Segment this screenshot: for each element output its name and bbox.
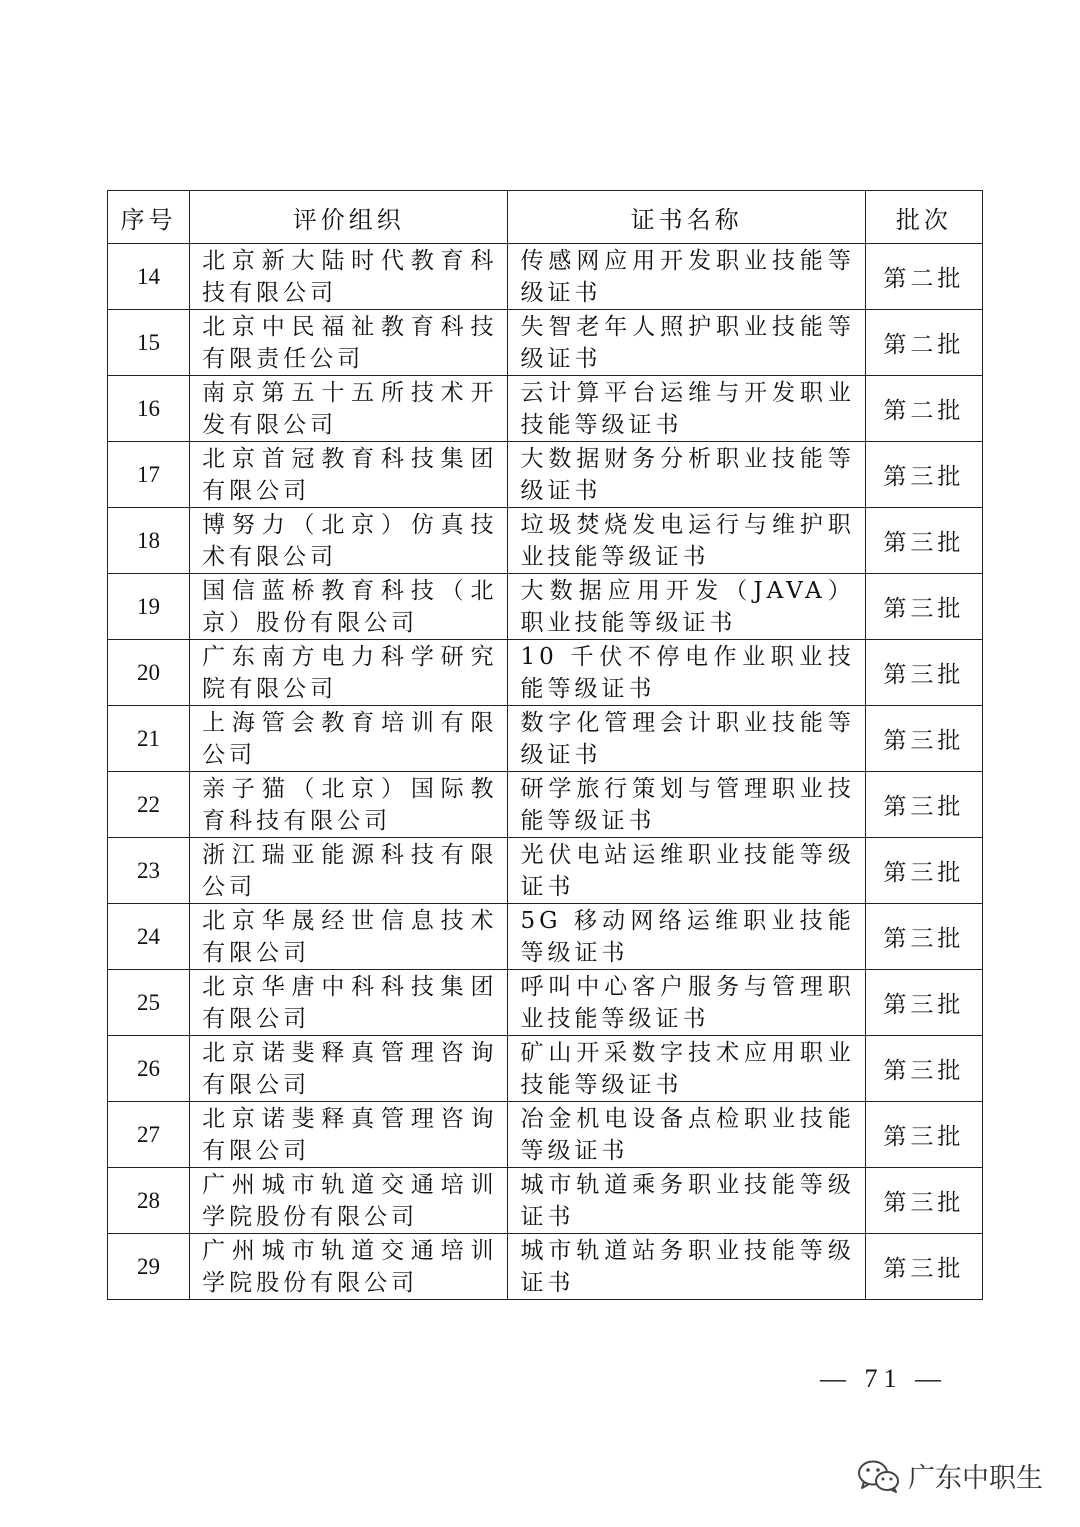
row-certificate: 垃圾焚烧发电运行与维护职业技能等级证书 xyxy=(508,508,865,574)
table-row xyxy=(108,574,983,640)
row-number: 15 xyxy=(108,310,190,376)
table-row xyxy=(108,1234,983,1300)
page-number: — 71 — xyxy=(820,1364,947,1393)
row-number: 29 xyxy=(108,1234,190,1300)
row-batch: 第三批 xyxy=(865,574,982,640)
row-certificate: 传感网应用开发职业技能等级证书 xyxy=(508,244,865,310)
table-row xyxy=(108,706,983,772)
row-batch: 第二批 xyxy=(865,376,982,442)
row-organization: 博努力（北京）仿真技术有限公司 xyxy=(190,508,508,574)
row-number: 16 xyxy=(108,376,190,442)
watermark-text: 广东中职生 xyxy=(908,1463,1043,1494)
table-row xyxy=(108,508,983,574)
row-organization: 国信蓝桥教育科技（北京）股份有限公司 xyxy=(190,574,508,640)
wechat-icon xyxy=(856,1458,902,1494)
table-row xyxy=(108,244,983,310)
row-batch: 第三批 xyxy=(865,1102,982,1168)
row-organization: 广州城市轨道交通培训学院股份有限公司 xyxy=(190,1234,508,1300)
row-batch: 第三批 xyxy=(865,640,982,706)
row-batch: 第三批 xyxy=(865,442,982,508)
row-certificate: 冶金机电设备点检职业技能等级证书 xyxy=(508,1102,865,1168)
row-certificate: 云计算平台运维与开发职业技能等级证书 xyxy=(508,376,865,442)
table-row xyxy=(108,838,983,904)
row-batch: 第三批 xyxy=(865,838,982,904)
row-organization: 广东南方电力科学研究院有限公司 xyxy=(190,640,508,706)
row-batch: 第三批 xyxy=(865,508,982,574)
row-organization: 上海管会教育培训有限公司 xyxy=(190,706,508,772)
row-certificate: 研学旅行策划与管理职业技能等级证书 xyxy=(508,772,865,838)
row-number: 18 xyxy=(108,508,190,574)
row-number: 23 xyxy=(108,838,190,904)
table-row xyxy=(108,970,983,1036)
header-organization: 评价组织 xyxy=(190,191,508,244)
row-batch: 第二批 xyxy=(865,244,982,310)
table-row xyxy=(108,1168,983,1234)
row-number: 21 xyxy=(108,706,190,772)
row-certificate: 大数据财务分析职业技能等级证书 xyxy=(508,442,865,508)
row-number: 26 xyxy=(108,1036,190,1102)
row-organization: 北京中民福祉教育科技有限责任公司 xyxy=(190,310,508,376)
row-number: 17 xyxy=(108,442,190,508)
row-batch: 第三批 xyxy=(865,772,982,838)
row-number: 22 xyxy=(108,772,190,838)
row-organization: 广州城市轨道交通培训学院股份有限公司 xyxy=(190,1168,508,1234)
row-certificate: 光伏电站运维职业技能等级证书 xyxy=(508,838,865,904)
table-header-row xyxy=(108,191,983,244)
row-organization: 北京新大陆时代教育科技有限公司 xyxy=(190,244,508,310)
row-batch: 第二批 xyxy=(865,310,982,376)
row-number: 14 xyxy=(108,244,190,310)
header-batch: 批次 xyxy=(865,191,982,244)
table-row xyxy=(108,376,983,442)
row-certificate: 大数据应用开发（JAVA）职业技能等级证书 xyxy=(508,574,865,640)
row-organization: 亲子猫（北京）国际教育科技有限公司 xyxy=(190,772,508,838)
row-certificate: 城市轨道乘务职业技能等级证书 xyxy=(508,1168,865,1234)
row-certificate: 失智老年人照护职业技能等级证书 xyxy=(508,310,865,376)
row-certificate: 5G 移动网络运维职业技能等级证书 xyxy=(508,904,865,970)
row-batch: 第三批 xyxy=(865,904,982,970)
table-row xyxy=(108,1036,983,1102)
row-organization: 南京第五十五所技术开发有限公司 xyxy=(190,376,508,442)
row-batch: 第三批 xyxy=(865,1168,982,1234)
table-row xyxy=(108,310,983,376)
table-row xyxy=(108,772,983,838)
row-batch: 第三批 xyxy=(865,706,982,772)
header-number: 序号 xyxy=(108,191,190,244)
row-batch: 第三批 xyxy=(865,1036,982,1102)
table-row xyxy=(108,442,983,508)
row-organization: 浙江瑞亚能源科技有限公司 xyxy=(190,838,508,904)
certificate-table xyxy=(107,190,983,1300)
row-organization: 北京诺斐释真管理咨询有限公司 xyxy=(190,1036,508,1102)
row-certificate: 矿山开采数字技术应用职业技能等级证书 xyxy=(508,1036,865,1102)
row-organization: 北京首冠教育科技集团有限公司 xyxy=(190,442,508,508)
row-number: 24 xyxy=(108,904,190,970)
row-certificate: 数字化管理会计职业技能等级证书 xyxy=(508,706,865,772)
row-number: 20 xyxy=(108,640,190,706)
row-certificate: 呼叫中心客户服务与管理职业技能等级证书 xyxy=(508,970,865,1036)
row-certificate: 10 千伏不停电作业职业技能等级证书 xyxy=(508,640,865,706)
table-row xyxy=(108,640,983,706)
row-organization: 北京诺斐释真管理咨询有限公司 xyxy=(190,1102,508,1168)
row-certificate: 城市轨道站务职业技能等级证书 xyxy=(508,1234,865,1300)
table-row xyxy=(108,1102,983,1168)
watermark xyxy=(856,1456,1043,1495)
table-row xyxy=(108,904,983,970)
row-number: 25 xyxy=(108,970,190,1036)
row-number: 19 xyxy=(108,574,190,640)
header-certificate: 证书名称 xyxy=(508,191,865,244)
row-batch: 第三批 xyxy=(865,970,982,1036)
row-organization: 北京华晟经世信息技术有限公司 xyxy=(190,904,508,970)
row-organization: 北京华唐中科科技集团有限公司 xyxy=(190,970,508,1036)
row-batch: 第三批 xyxy=(865,1234,982,1300)
row-number: 28 xyxy=(108,1168,190,1234)
row-number: 27 xyxy=(108,1102,190,1168)
